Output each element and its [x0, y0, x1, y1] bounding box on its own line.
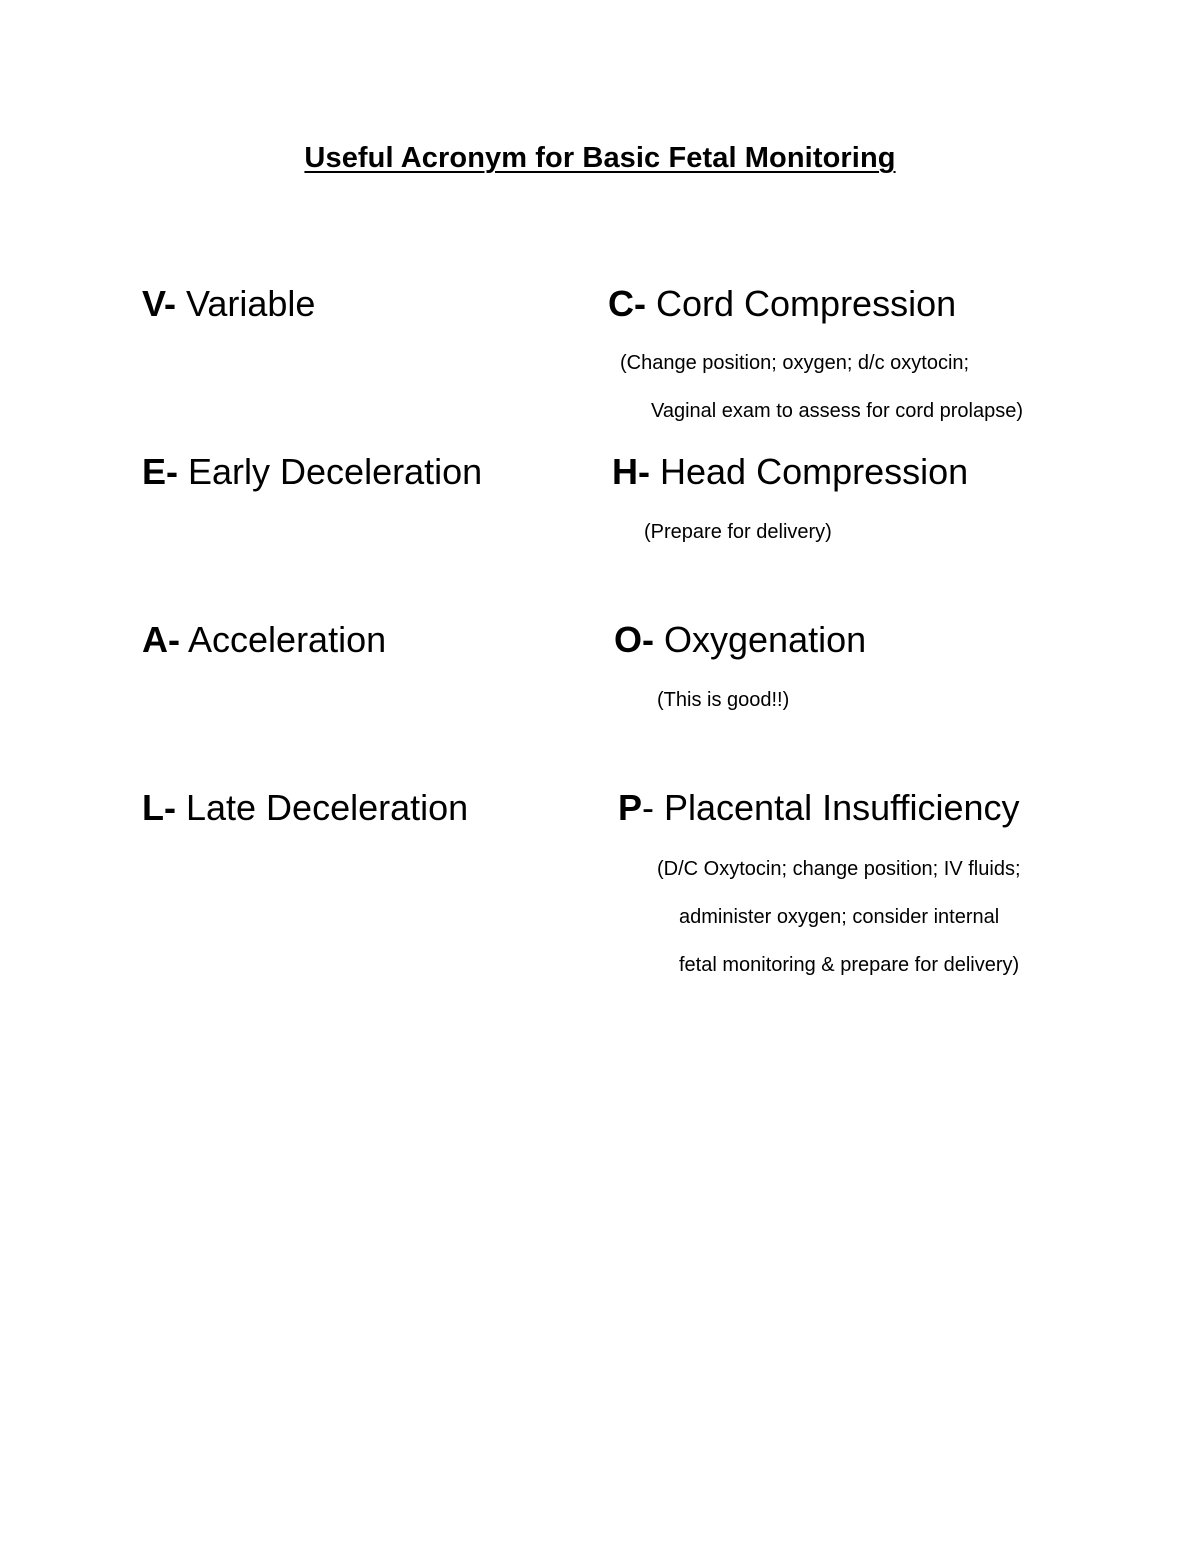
term-l-letter: L- — [142, 787, 176, 828]
term-c-letter: C- — [608, 283, 646, 324]
term-p — [618, 786, 1020, 830]
term-p-note: fetal monitoring & prepare for delivery) — [679, 954, 1020, 976]
term-c-note: (Change position; oxygen; d/c oxytocin; — [620, 352, 970, 374]
term-p-word: - Placental Insufficiency — [642, 787, 1020, 828]
term-o-letter: O- — [614, 619, 654, 660]
term-h-word: Head Compression — [650, 451, 969, 492]
term-a-letter: A- — [142, 619, 180, 660]
term-c — [608, 282, 956, 326]
term-v — [142, 282, 315, 326]
page-title: Useful Acronym for Basic Fetal Monitoring — [304, 142, 896, 174]
term-a — [142, 618, 386, 662]
term-h — [612, 450, 968, 494]
term-e — [142, 450, 482, 494]
term-c-note: Vaginal exam to assess for cord prolapse) — [651, 400, 1024, 422]
term-e-word: Early Deceleration — [178, 451, 483, 492]
term-p-note: (D/C Oxytocin; change position; IV fluids; — [657, 858, 1021, 880]
term-o-note: (This is good!!) — [657, 689, 790, 711]
term-l-word: Late Deceleration — [175, 787, 469, 828]
term-v-letter: V- — [142, 283, 177, 324]
term-v-word: Variable — [176, 283, 316, 324]
term-o — [614, 618, 866, 662]
term-h-letter: H- — [612, 451, 650, 492]
term-a-word: Acceleration — [180, 619, 387, 660]
term-o-word: Oxygenation — [654, 619, 867, 660]
term-p-note: administer oxygen; consider internal — [679, 906, 1000, 928]
term-c-word: Cord Compression — [646, 283, 957, 324]
term-p-letter: P — [618, 787, 643, 828]
term-e-letter: E- — [142, 451, 178, 492]
term-h-note: (Prepare for delivery) — [644, 521, 832, 543]
term-l — [142, 786, 468, 830]
